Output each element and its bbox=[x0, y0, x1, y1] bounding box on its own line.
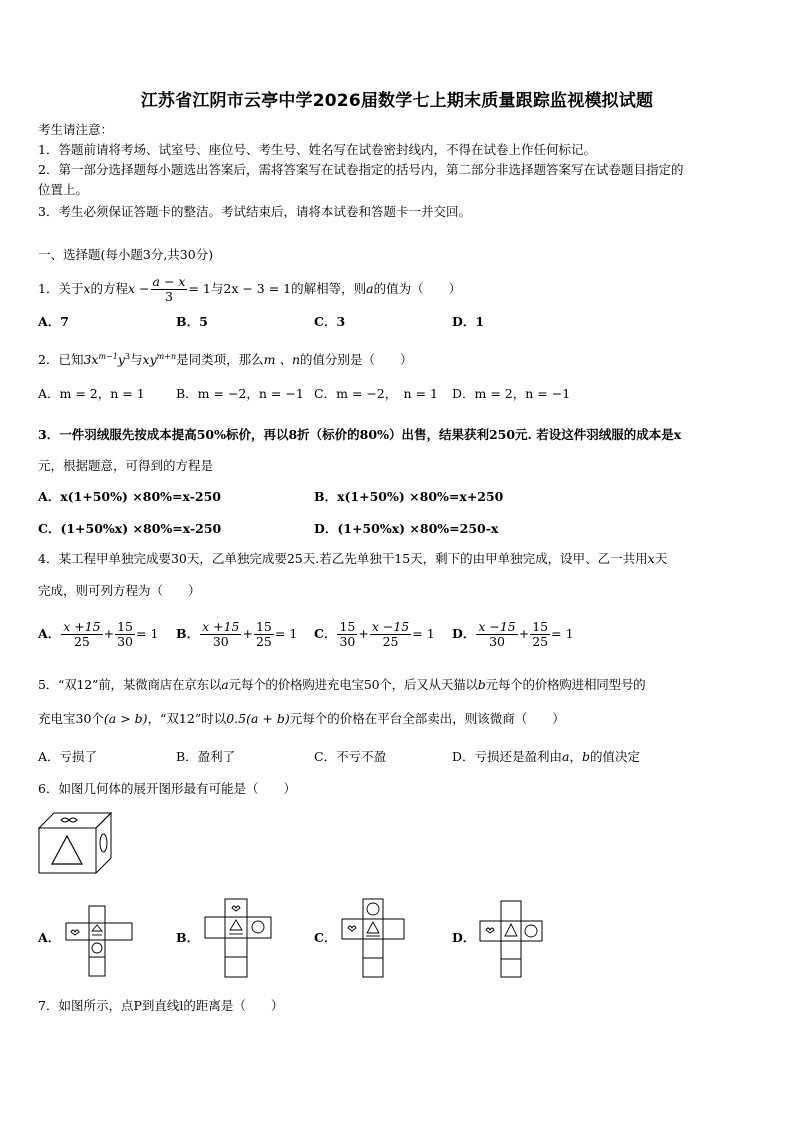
question-5-line-1: 5．“双12”前，某微商店在京东以a元每个的价格购进充电宝50个，后又从天猫以b元每个的价格购进相同型号的 bbox=[38, 677, 646, 692]
section-heading: 一、选择题(每小题3分,共30分) bbox=[38, 247, 214, 262]
q6-option-c-net[interactable] bbox=[341, 898, 405, 978]
heart-icon bbox=[232, 906, 240, 911]
notice-item-1: 1．答题前请将考场、试室号、座位号、考生号、姓名写在试卷密封线内，不得在试卷上作任何标记。 bbox=[38, 142, 596, 157]
q6-option-d-label[interactable]: D． bbox=[452, 930, 476, 945]
q5-option-b[interactable]: B．盈利了 bbox=[176, 749, 236, 764]
q4-option-b[interactable]: B． $\frac{x +15}{30}$ + $\frac{15}{25}$ = 1 bbox=[176, 619, 298, 649]
notice-heading: 考生请注意： bbox=[38, 122, 114, 137]
q5-option-c[interactable]: C．不亏不盈 bbox=[314, 749, 387, 764]
triangle-icon bbox=[505, 924, 517, 936]
notice-item-3: 3．考生必须保证答题卡的整洁。考试结束后，请将本试卷和答题卡一并交回。 bbox=[38, 204, 471, 219]
question-3-line-2: 元，根据题意，可得到的方程是 bbox=[38, 458, 214, 473]
q6-option-c-label[interactable]: C． bbox=[314, 930, 337, 945]
question-3-line-1: 3．一件羽绒服先按成本提高50%标价，再以8折（标价的80%）出售，结果获利250元. 若设这件羽绒服的成本是x bbox=[38, 427, 682, 442]
question-2: 2．已知$3x^{m-1}y^3$与$xy^{m+n}$是同类项，那么m 、n的值分别是（ ） bbox=[38, 352, 413, 368]
q6-option-d-net[interactable] bbox=[479, 900, 543, 978]
q6-option-b-net[interactable] bbox=[204, 898, 272, 978]
q1-option-c[interactable]: C．3 bbox=[314, 314, 346, 329]
question-6: 6．如图几何体的展开图形最有可能是（ ） bbox=[38, 781, 296, 796]
heart-icon bbox=[486, 928, 494, 933]
q6-option-a-label[interactable]: A． bbox=[38, 930, 61, 945]
q4-option-c[interactable]: C． $\frac{15}{30}$ + $\frac{x -15}{25}$ = 1 bbox=[314, 619, 435, 649]
page-title: 江苏省江阴市云亭中学2026届数学七上期末质量跟踪监视模拟试题 bbox=[140, 91, 654, 111]
triangle-icon bbox=[92, 925, 102, 931]
q3-option-b[interactable]: B．x(1+50%) ×80%=x+250 bbox=[314, 489, 504, 504]
q1-option-b[interactable]: B．5 bbox=[176, 314, 208, 329]
question-1: 1．关于x的方程x − $\frac{a - x}{3}$ = 1与2x − 3 = 1的解相等，则a的值为（ ） bbox=[38, 274, 462, 304]
question-4-line-1: 4．某工程甲单独完成要30天，乙单独完成要25天.若乙先单独干15天，剩下的由甲单独完成，设甲、乙一共用x天 bbox=[38, 551, 668, 566]
question-5-line-2: 充电宝30个(a > b)，“双12”时以0.5(a + b)元每个的价格在平台全部卖出，则该微商（ ） bbox=[38, 711, 565, 726]
circle-icon bbox=[252, 921, 264, 933]
fraction: $\frac{a - x}{3}$ bbox=[152, 274, 186, 304]
q4-option-d[interactable]: D． $\frac{x -15}{30}$ + $\frac{15}{25}$ = 1 bbox=[452, 619, 574, 649]
triangle-icon bbox=[230, 920, 242, 930]
q2-option-c[interactable]: C．m = −2， n = 1 bbox=[314, 386, 438, 401]
circle-icon bbox=[100, 834, 107, 852]
q3-option-a[interactable]: A．x(1+50%) ×80%=x-250 bbox=[38, 489, 222, 504]
cube-figure bbox=[38, 812, 112, 874]
q2-option-b[interactable]: B．m = −2，n = −1 bbox=[176, 386, 304, 401]
q5-option-a[interactable]: A．亏损了 bbox=[38, 749, 98, 764]
circle-icon bbox=[92, 943, 102, 953]
triangle-icon bbox=[367, 922, 379, 933]
q6-option-b-label[interactable]: B． bbox=[176, 930, 200, 945]
triangle-icon bbox=[52, 836, 82, 864]
q4-option-a[interactable]: A． $\frac{x +15}{25}$ + $\frac{15}{30}$ = 1 bbox=[38, 619, 159, 649]
notice-item-2: 2．第一部分选择题每小题选出答案后，需将答案写在试卷指定的括号内，第二部分非选择题答案写在试卷题目指定的 bbox=[38, 162, 684, 177]
circle-icon bbox=[367, 903, 379, 915]
circle-icon bbox=[525, 925, 537, 937]
q2-option-d[interactable]: D．m = 2，n = −1 bbox=[452, 386, 571, 401]
q5-option-d[interactable]: D．亏损还是盈利由a，b的值决定 bbox=[452, 749, 641, 764]
q2-option-a[interactable]: A．m = 2，n = 1 bbox=[38, 386, 145, 401]
q1-option-a[interactable]: A．7 bbox=[38, 314, 69, 329]
heart-icon bbox=[61, 818, 69, 822]
q6-option-a-net[interactable] bbox=[65, 905, 133, 977]
heart-icon bbox=[348, 926, 356, 931]
question-7: 7．如图所示，点P到直线l的距离是（ ） bbox=[38, 998, 284, 1013]
heart-icon bbox=[71, 930, 79, 935]
q1-option-d[interactable]: D．1 bbox=[452, 314, 485, 329]
q3-option-d[interactable]: D．(1+50%x) ×80%=250-x bbox=[314, 521, 499, 536]
question-4-line-2: 完成，则可列方程为（ ） bbox=[38, 583, 201, 598]
q3-option-c[interactable]: C．(1+50%x) ×80%=x-250 bbox=[38, 521, 222, 536]
notice-item-2-cont: 位置上。 bbox=[38, 182, 89, 197]
